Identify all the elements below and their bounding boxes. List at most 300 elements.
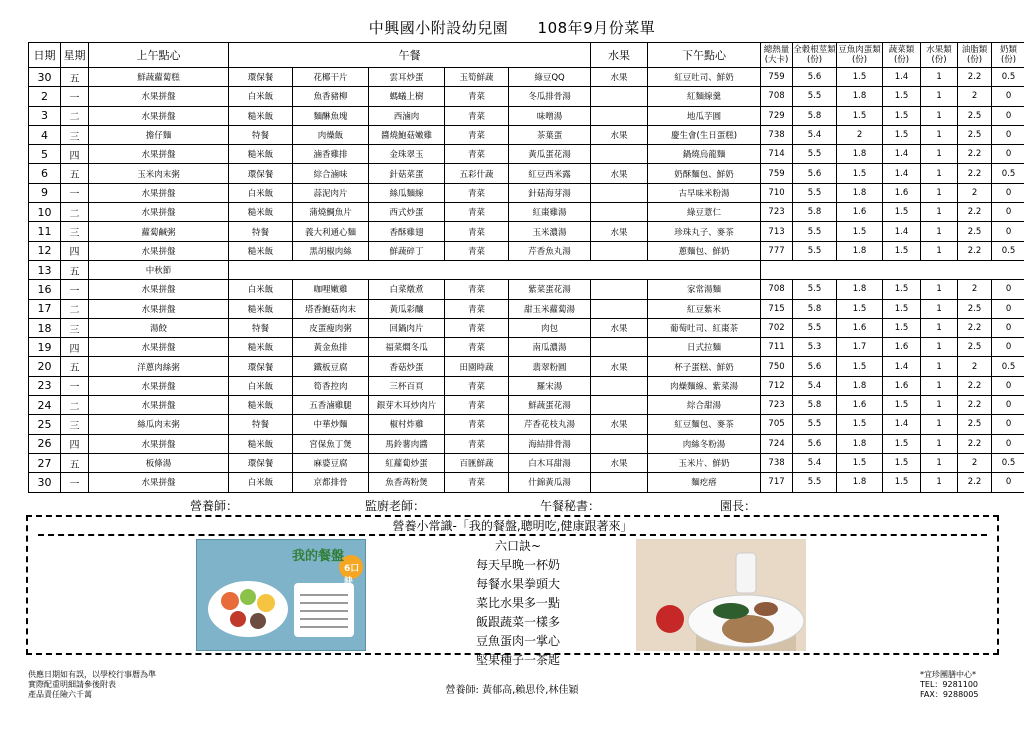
cell-milk: 0 xyxy=(992,145,1024,164)
cell-veg-servings: 1.5 xyxy=(883,299,921,318)
cell-calories: 702 xyxy=(761,318,793,337)
menu-row xyxy=(29,434,1024,453)
cell-pm-snack: 珍珠丸子、麥茶 xyxy=(648,222,761,241)
cell-fruit-servings: 1 xyxy=(921,280,958,299)
cell-soup: 茶葉蛋 xyxy=(509,125,591,144)
cell-side-dish: 銀芽木耳炒肉片 xyxy=(369,396,445,415)
cell-grains: 5.5 xyxy=(793,415,837,434)
cell-soup: 黃瓜蛋花湯 xyxy=(509,145,591,164)
cell-veg-servings: 1.5 xyxy=(883,203,921,222)
cell-pm-snack: 紅豆麵包、麥茶 xyxy=(648,415,761,434)
cell-protein: 1.8 xyxy=(837,145,883,164)
cell-side-dish: 鮮蔬碎丁 xyxy=(369,241,445,260)
cell-protein: 1.5 xyxy=(837,415,883,434)
cell-side-dish: 馬鈴薯肉醬 xyxy=(369,434,445,453)
cell-weekday: 三 xyxy=(61,318,89,337)
verse-line: 每餐水果拳頭大 xyxy=(475,577,560,591)
cell-main-dish: 花椰干片 xyxy=(293,68,369,87)
header-calories: 總熱量 (大卡) xyxy=(761,43,793,68)
cell-weekday: 四 xyxy=(61,241,89,260)
cell-date: 9 xyxy=(29,183,61,202)
meal-photo-image xyxy=(636,539,806,651)
cell-main-dish: 義大利通心麵 xyxy=(293,222,369,241)
menu-row xyxy=(29,203,1024,222)
cell-am-snack: 水果拼盤 xyxy=(89,280,229,299)
cell-date: 25 xyxy=(29,415,61,434)
cell-veg-servings: 1.6 xyxy=(883,376,921,395)
cell-veg-servings: 1.5 xyxy=(883,396,921,415)
cell-grains: 5.5 xyxy=(793,183,837,202)
cell-staple: 環保餐 xyxy=(229,68,293,87)
cell-soup: 羅宋湯 xyxy=(509,376,591,395)
cell-grains: 5.5 xyxy=(793,318,837,337)
cell-oil: 2 xyxy=(958,280,992,299)
cell-pm-snack: 葡萄吐司、紅棗茶 xyxy=(648,318,761,337)
cell-vegetable: 青菜 xyxy=(445,318,509,337)
cell-veg-servings: 1.5 xyxy=(883,87,921,106)
cell-milk: 0 xyxy=(992,125,1024,144)
cell-staple: 環保餐 xyxy=(229,164,293,183)
menu-row xyxy=(29,183,1024,202)
cell-pm-snack: 古早味米粉湯 xyxy=(648,183,761,202)
cell-fruit-servings: 1 xyxy=(921,125,958,144)
cell-fruit: 水果 xyxy=(591,357,648,376)
cell-protein: 1.8 xyxy=(837,241,883,260)
cell-fruit-servings: 1 xyxy=(921,396,958,415)
cell-side-dish: 金珠翠玉 xyxy=(369,145,445,164)
cell-grains: 5.5 xyxy=(793,473,837,492)
cell-milk: 0 xyxy=(992,280,1024,299)
cell-fruit xyxy=(591,145,648,164)
cell-fruit-servings: 1 xyxy=(921,183,958,202)
cell-grains: 5.4 xyxy=(793,376,837,395)
cell-pm-snack: 玉米片、鮮奶 xyxy=(648,453,761,472)
cell-main-dish: 綜合滷味 xyxy=(293,164,369,183)
cell-vegetable: 青菜 xyxy=(445,376,509,395)
menu-row xyxy=(29,260,1024,279)
cell-oil: 2.5 xyxy=(958,299,992,318)
cell-fruit-servings: 1 xyxy=(921,473,958,492)
cell-fruit xyxy=(591,183,648,202)
cell-vegetable: 玉筍鮮蔬 xyxy=(445,68,509,87)
cell-grains: 5.5 xyxy=(793,87,837,106)
header-week: 星期 xyxy=(61,43,89,68)
cell-oil: 2.2 xyxy=(958,68,992,87)
cell-date: 5 xyxy=(29,145,61,164)
cell-pm-snack: 慶生會(生日蛋糕) xyxy=(648,125,761,144)
header-veg: 蔬菜類 (份) xyxy=(883,43,921,68)
cell-protein: 1.6 xyxy=(837,203,883,222)
verse-line: 堅果種子一茶匙 xyxy=(475,653,560,667)
cell-calories: 723 xyxy=(761,203,793,222)
cell-main-dish: 蒲燒鯛魚片 xyxy=(293,203,369,222)
cell-oil: 2.2 xyxy=(958,241,992,260)
cell-grains: 5.4 xyxy=(793,453,837,472)
cell-soup: 什錦黃瓜湯 xyxy=(509,473,591,492)
holiday-blank xyxy=(761,260,1024,279)
cell-grains: 5.5 xyxy=(793,241,837,260)
cell-main-dish: 京都排骨 xyxy=(293,473,369,492)
cell-am-snack: 湯餃 xyxy=(89,318,229,337)
cell-date: 26 xyxy=(29,434,61,453)
cell-fruit xyxy=(591,87,648,106)
menu-row xyxy=(29,87,1024,106)
cell-fruit xyxy=(591,299,648,318)
cell-milk: 0 xyxy=(992,376,1024,395)
poster-subtitle: 6口訣 xyxy=(344,564,360,587)
cell-oil: 2.5 xyxy=(958,415,992,434)
cell-am-snack: 洋蔥肉絲粥 xyxy=(89,357,229,376)
cell-side-dish: 魚香蒟粉煲 xyxy=(369,473,445,492)
cell-vegetable: 青菜 xyxy=(445,241,509,260)
cell-calories: 723 xyxy=(761,396,793,415)
cell-main-dish: 皮蛋瘦肉粥 xyxy=(293,318,369,337)
cell-side-dish: 三杯百頁 xyxy=(369,376,445,395)
cell-pm-snack: 家常湯麵 xyxy=(648,280,761,299)
cell-soup: 玉米濃湯 xyxy=(509,222,591,241)
cell-pm-snack: 綠豆薏仁 xyxy=(648,203,761,222)
cell-oil: 2 xyxy=(958,183,992,202)
cell-staple: 環保餐 xyxy=(229,357,293,376)
cell-vegetable: 青菜 xyxy=(445,396,509,415)
cell-weekday: 三 xyxy=(61,222,89,241)
cell-fruit xyxy=(591,376,648,395)
cell-staple: 白米飯 xyxy=(229,87,293,106)
cell-milk: 0 xyxy=(992,473,1024,492)
cell-vegetable: 青菜 xyxy=(445,203,509,222)
menu-row xyxy=(29,280,1024,299)
cell-fruit: 水果 xyxy=(591,453,648,472)
cell-staple: 白米飯 xyxy=(229,183,293,202)
cell-soup: 芹香花枝丸湯 xyxy=(509,415,591,434)
cell-grains: 5.8 xyxy=(793,203,837,222)
cell-side-dish: 紅蘿蔔炒蛋 xyxy=(369,453,445,472)
header-date: 日期 xyxy=(29,43,61,68)
cell-side-dish: 椒村炸雞 xyxy=(369,415,445,434)
cell-fruit xyxy=(591,106,648,125)
cell-side-dish: 西式炒蛋 xyxy=(369,203,445,222)
cell-vegetable: 青菜 xyxy=(445,106,509,125)
cell-protein: 1.5 xyxy=(837,357,883,376)
cell-soup: 綠豆QQ xyxy=(509,68,591,87)
cell-fruit-servings: 1 xyxy=(921,453,958,472)
cell-pm-snack: 紅豆吐司、鮮奶 xyxy=(648,68,761,87)
cell-main-dish: 中華炒麵 xyxy=(293,415,369,434)
cell-fruit-servings: 1 xyxy=(921,203,958,222)
sign-secretary: 午餐秘書： xyxy=(540,499,601,513)
cell-staple: 糙米飯 xyxy=(229,434,293,453)
cell-fruit: 水果 xyxy=(591,415,648,434)
cell-veg-servings: 1.4 xyxy=(883,164,921,183)
menu-row xyxy=(29,241,1024,260)
cell-grains: 5.8 xyxy=(793,299,837,318)
cell-pm-snack: 地瓜芋圓 xyxy=(648,106,761,125)
cell-am-snack: 蘿蔔鹹粥 xyxy=(89,222,229,241)
cell-date: 20 xyxy=(29,357,61,376)
cell-date: 11 xyxy=(29,222,61,241)
cell-oil: 2 xyxy=(958,357,992,376)
cell-fruit: 水果 xyxy=(591,125,648,144)
cell-vegetable: 青菜 xyxy=(445,415,509,434)
footer-note: 產品責任險六千萬 xyxy=(28,690,92,699)
cell-pm-snack: 紅麵線羹 xyxy=(648,87,761,106)
cell-calories: 738 xyxy=(761,453,793,472)
cell-fruit: 水果 xyxy=(591,222,648,241)
cell-protein: 1.6 xyxy=(837,396,883,415)
menu-row xyxy=(29,376,1024,395)
cell-milk: 0.5 xyxy=(992,68,1024,87)
cell-am-snack: 水果拼盤 xyxy=(89,396,229,415)
cell-pm-snack: 日式拉麵 xyxy=(648,338,761,357)
cell-oil: 2.5 xyxy=(958,125,992,144)
cell-am-snack: 水果拼盤 xyxy=(89,145,229,164)
cell-fruit-servings: 1 xyxy=(921,241,958,260)
cell-pm-snack: 奶酥麵包、鮮奶 xyxy=(648,164,761,183)
cell-oil: 2 xyxy=(958,453,992,472)
cell-protein: 1.6 xyxy=(837,318,883,337)
cell-vegetable: 青菜 xyxy=(445,299,509,318)
cell-milk: 0 xyxy=(992,203,1024,222)
menu-row xyxy=(29,396,1024,415)
cell-fruit-servings: 1 xyxy=(921,68,958,87)
cell-calories: 708 xyxy=(761,87,793,106)
cell-staple: 糙米飯 xyxy=(229,203,293,222)
cell-soup: 鮮蔬蛋花湯 xyxy=(509,396,591,415)
cell-soup: 海結排骨湯 xyxy=(509,434,591,453)
caterer-name: *宜珍團膳中心* xyxy=(920,670,976,679)
cell-grains: 5.6 xyxy=(793,164,837,183)
header-row xyxy=(29,43,1024,68)
cell-staple: 白米飯 xyxy=(229,280,293,299)
cell-veg-servings: 1.4 xyxy=(883,357,921,376)
menu-row xyxy=(29,415,1024,434)
note-title: 營養小常識-「我的餐盤,聰明吃,健康跟著來」 xyxy=(392,519,633,533)
cell-soup: 南瓜濃湯 xyxy=(509,338,591,357)
verse-line: 六口訣~ xyxy=(494,539,542,553)
cell-date: 27 xyxy=(29,453,61,472)
cell-vegetable: 五彩什蔬 xyxy=(445,164,509,183)
cell-pm-snack: 杯子蛋糕、鮮奶 xyxy=(648,357,761,376)
cell-vegetable: 百匯鮮蔬 xyxy=(445,453,509,472)
cell-soup: 肉包 xyxy=(509,318,591,337)
header-oil: 油脂類 (份) xyxy=(958,43,992,68)
cell-fruit-servings: 1 xyxy=(921,106,958,125)
cell-main-dish: 滷香雞排 xyxy=(293,145,369,164)
cell-fruit xyxy=(591,473,648,492)
cell-pm-snack: 麵疙瘩 xyxy=(648,473,761,492)
cell-protein: 1.8 xyxy=(837,434,883,453)
cell-fruit-servings: 1 xyxy=(921,415,958,434)
verse-line: 飯跟蔬菜一樣多 xyxy=(475,615,560,629)
cell-staple: 特餐 xyxy=(229,125,293,144)
cell-fruit-servings: 1 xyxy=(921,318,958,337)
cell-fruit-servings: 1 xyxy=(921,338,958,357)
cell-fruit-servings: 1 xyxy=(921,164,958,183)
cell-main-dish: 宮保魚丁煲 xyxy=(293,434,369,453)
menu-row xyxy=(29,68,1024,87)
meal-photo-graphic xyxy=(636,539,806,651)
menu-row xyxy=(29,299,1024,318)
cell-date: 3 xyxy=(29,106,61,125)
cell-fruit: 水果 xyxy=(591,164,648,183)
cell-milk: 0 xyxy=(992,415,1024,434)
cell-veg-servings: 1.5 xyxy=(883,280,921,299)
cell-side-dish: 回鍋肉片 xyxy=(369,318,445,337)
cell-side-dish: 香菇炒蛋 xyxy=(369,357,445,376)
footer-note: 供應日期如有誤，以學校行事曆為準 xyxy=(28,670,156,679)
cell-vegetable: 青菜 xyxy=(445,183,509,202)
cell-date: 6 xyxy=(29,164,61,183)
cell-soup: 翡翠粉圓 xyxy=(509,357,591,376)
page-title xyxy=(0,17,1024,38)
cell-am-snack: 板條湯 xyxy=(89,453,229,472)
menu-table xyxy=(28,42,1024,493)
cell-am-snack: 鮮蔬蘿蔔糕 xyxy=(89,68,229,87)
cell-fruit-servings: 1 xyxy=(921,357,958,376)
cell-oil: 2.5 xyxy=(958,222,992,241)
cell-main-dish: 五香滷雞腿 xyxy=(293,396,369,415)
cell-weekday: 五 xyxy=(61,260,89,279)
cell-calories: 759 xyxy=(761,164,793,183)
school-name: 中興國小附設幼兒園 xyxy=(368,19,509,37)
cell-staple: 特餐 xyxy=(229,415,293,434)
cell-staple: 特餐 xyxy=(229,318,293,337)
cell-main-dish: 筍香控肉 xyxy=(293,376,369,395)
cell-vegetable: 青菜 xyxy=(445,125,509,144)
cell-date: 19 xyxy=(29,338,61,357)
cell-staple: 特餐 xyxy=(229,222,293,241)
cell-calories: 777 xyxy=(761,241,793,260)
cell-calories: 724 xyxy=(761,434,793,453)
header-milk: 奶類 (份) xyxy=(992,43,1024,68)
cell-pm-snack: 紅豆紫米 xyxy=(648,299,761,318)
footer-contact xyxy=(920,670,978,700)
cell-am-snack: 水果拼盤 xyxy=(89,338,229,357)
cell-staple: 糙米飯 xyxy=(229,299,293,318)
holiday-blank xyxy=(229,260,761,279)
cell-oil: 2 xyxy=(958,87,992,106)
cell-grains: 5.6 xyxy=(793,357,837,376)
menu-row xyxy=(29,164,1024,183)
cell-staple: 糙米飯 xyxy=(229,145,293,164)
cell-veg-servings: 1.5 xyxy=(883,318,921,337)
my-plate-poster-image xyxy=(196,539,366,651)
cell-grains: 5.6 xyxy=(793,68,837,87)
menu-row xyxy=(29,145,1024,164)
cell-protein: 1.5 xyxy=(837,222,883,241)
cell-main-dish: 黃金魚排 xyxy=(293,338,369,357)
cell-veg-servings: 1.4 xyxy=(883,222,921,241)
cell-oil: 2.2 xyxy=(958,473,992,492)
cell-milk: 0.5 xyxy=(992,164,1024,183)
cell-fruit xyxy=(591,203,648,222)
cell-am-snack: 水果拼盤 xyxy=(89,434,229,453)
cell-pm-snack: 肉絲冬粉湯 xyxy=(648,434,761,453)
sign-nutritionist: 營養師： xyxy=(190,499,239,513)
cell-fruit: 水果 xyxy=(591,318,648,337)
cell-oil: 2.2 xyxy=(958,376,992,395)
cell-main-dish: 麵醂魚塊 xyxy=(293,106,369,125)
cell-am-snack: 水果拼盤 xyxy=(89,299,229,318)
six-rules-verse xyxy=(438,537,598,670)
cell-main-dish: 黑胡椒肉絲 xyxy=(293,241,369,260)
cell-am-snack: 水果拼盤 xyxy=(89,203,229,222)
menu-row xyxy=(29,357,1024,376)
cell-grains: 5.5 xyxy=(793,280,837,299)
cell-date: 24 xyxy=(29,396,61,415)
cell-milk: 0 xyxy=(992,338,1024,357)
cell-staple: 糙米飯 xyxy=(229,241,293,260)
cell-weekday: 二 xyxy=(61,203,89,222)
header-fruit-servings: 水果類 (份) xyxy=(921,43,958,68)
cell-vegetable: 青菜 xyxy=(445,473,509,492)
header-lunch: 午餐 xyxy=(229,43,591,68)
cell-calories: 715 xyxy=(761,299,793,318)
cell-milk: 0 xyxy=(992,434,1024,453)
cell-veg-servings: 1.6 xyxy=(883,338,921,357)
cell-protein: 2 xyxy=(837,125,883,144)
cell-am-snack: 水果拼盤 xyxy=(89,183,229,202)
cell-main-dish: 蒜泥肉片 xyxy=(293,183,369,202)
cell-staple: 糙米飯 xyxy=(229,106,293,125)
cell-weekday: 一 xyxy=(61,87,89,106)
cell-calories: 717 xyxy=(761,473,793,492)
cell-fruit: 水果 xyxy=(591,68,648,87)
verse-line: 菜比水果多一點 xyxy=(475,596,560,610)
sign-principal: 園長： xyxy=(720,499,757,513)
cell-vegetable: 青菜 xyxy=(445,222,509,241)
cell-date: 18 xyxy=(29,318,61,337)
cell-am-snack: 水果拼盤 xyxy=(89,376,229,395)
cell-veg-servings: 1.5 xyxy=(883,125,921,144)
cell-am-snack: 擔仔麵 xyxy=(89,125,229,144)
cell-weekday: 五 xyxy=(61,164,89,183)
cell-weekday: 二 xyxy=(61,299,89,318)
header-protein: 豆魚肉蛋類 (份) xyxy=(837,43,883,68)
cell-grains: 5.5 xyxy=(793,145,837,164)
cell-calories: 713 xyxy=(761,222,793,241)
cell-weekday: 一 xyxy=(61,280,89,299)
cell-main-dish: 麻婆豆腐 xyxy=(293,453,369,472)
cell-am-snack: 玉米肉末粥 xyxy=(89,164,229,183)
cell-soup: 白木耳甜湯 xyxy=(509,453,591,472)
cell-protein: 1.8 xyxy=(837,473,883,492)
cell-fruit xyxy=(591,338,648,357)
cell-soup: 紅豆西米露 xyxy=(509,164,591,183)
cell-veg-servings: 1.5 xyxy=(883,453,921,472)
cell-weekday: 四 xyxy=(61,434,89,453)
cell-fruit-servings: 1 xyxy=(921,299,958,318)
cell-milk: 0 xyxy=(992,318,1024,337)
cell-vegetable: 青菜 xyxy=(445,434,509,453)
cell-weekday: 一 xyxy=(61,183,89,202)
menu-row xyxy=(29,453,1024,472)
cell-milk: 0.5 xyxy=(992,241,1024,260)
cell-calories: 712 xyxy=(761,376,793,395)
cell-veg-servings: 1.5 xyxy=(883,434,921,453)
cell-weekday: 二 xyxy=(61,396,89,415)
menu-body xyxy=(29,68,1024,493)
cell-pm-snack: 蔥麵包、鮮奶 xyxy=(648,241,761,260)
cell-staple: 糙米飯 xyxy=(229,338,293,357)
cell-protein: 1.7 xyxy=(837,338,883,357)
cell-fruit xyxy=(591,280,648,299)
header-pm-snack: 下午點心 xyxy=(648,43,761,68)
cell-side-dish: 香酥雞翅 xyxy=(369,222,445,241)
cell-fruit-servings: 1 xyxy=(921,222,958,241)
cell-fruit xyxy=(591,396,648,415)
poster-title: 我的餐盤 xyxy=(292,549,345,564)
